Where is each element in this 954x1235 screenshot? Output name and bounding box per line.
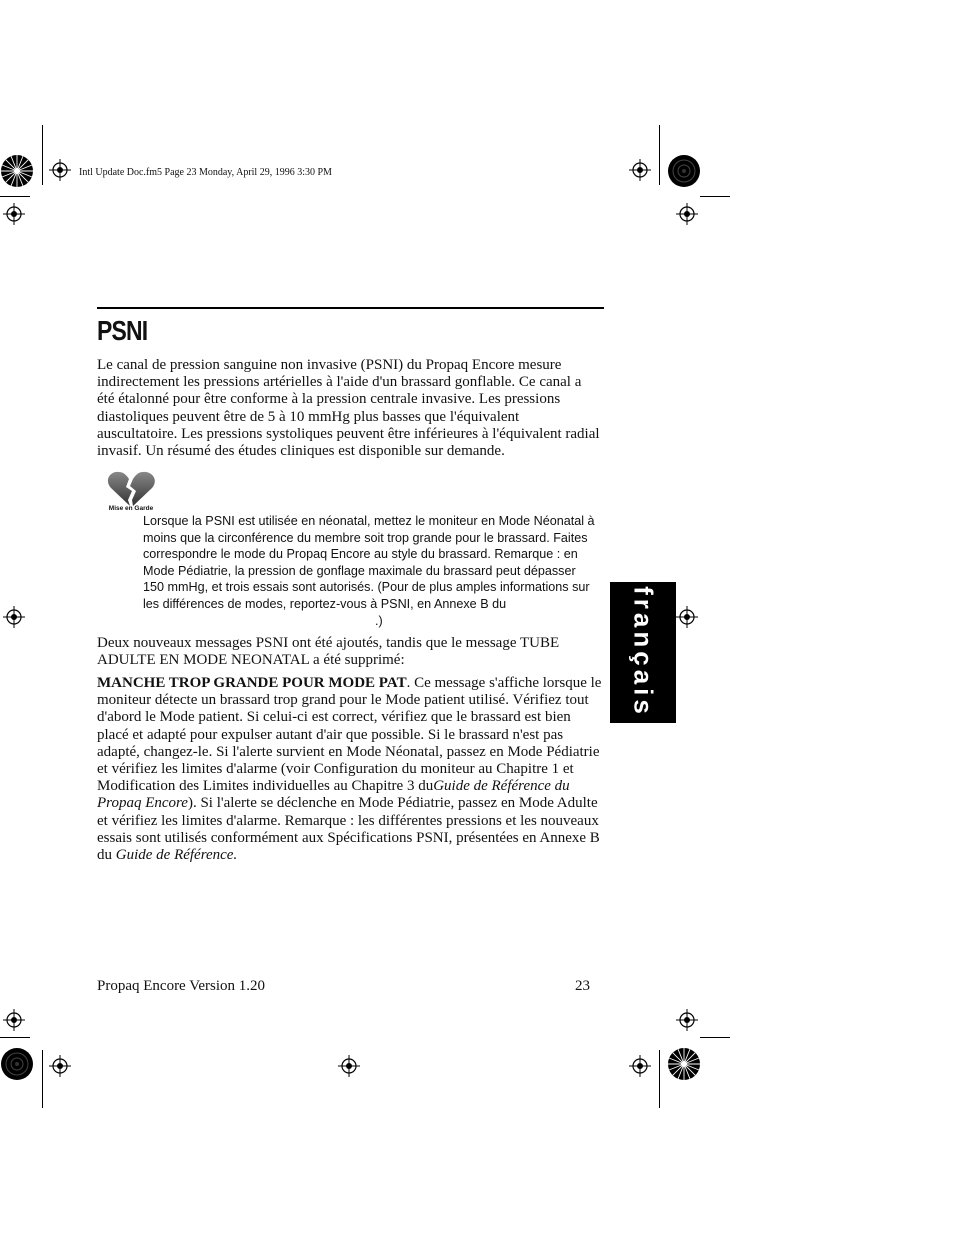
star-target-icon: [667, 1047, 701, 1081]
message-definition: [97, 675, 602, 864]
reference-guide-short: Guide de Référence.: [115, 847, 238, 864]
message-term: MANCHE TROP GRANDE POUR MODE PAT: [97, 675, 407, 691]
registration-mark-icon: [676, 1009, 698, 1031]
crop-mark: [659, 125, 660, 185]
page-number: 23: [575, 978, 590, 994]
message-body-2: ). Si l'alerte se déclenche en Mode Pédiatrie, passez en Mode Adulte et vérifiez les limites d'alarme. Remarque : les différentes pressions et les nouveaux essais sont utilisés conformément aux Spécifications PSNI, présentées en Annexe B du: [97, 795, 600, 864]
registration-mark-icon: [3, 606, 25, 628]
registration-mark-icon: [49, 159, 71, 181]
registration-mark-icon: [629, 159, 651, 181]
crop-mark: [700, 196, 730, 197]
star-target-icon: [0, 1047, 34, 1081]
registration-mark-icon: [676, 203, 698, 225]
registration-mark-icon: [629, 1055, 651, 1077]
heading-rule: [97, 307, 604, 309]
crop-mark: [659, 1050, 660, 1108]
messages-intro: Deux nouveaux messages PSNI ont été ajoutés, tandis que le message TUBE ADULTE EN MODE NEONATAL a été supprimé:: [97, 635, 560, 669]
crop-mark: [0, 196, 30, 197]
registration-mark-icon: [49, 1055, 71, 1077]
page-title: PSNI: [97, 315, 148, 346]
crop-mark: [0, 1037, 30, 1038]
star-target-icon: [0, 154, 34, 188]
intro-paragraph: Le canal de pression sanguine non invasive (PSNI) du Propaq Encore mesure indirectement les pressions artérielles à l'aide d'un brassard gonflable. Ce canal a été étalonné pour être conforme à la pression centrale invasive. Les pressions diastoliques peuvent être de 5 à 10 mmHg plus basses que l'équivalent auscultatoire. Les pressions systoliques peuvent être inférieures à l'équivalent radial invasif. Un résumé des études cliniques est disponible sur demande.: [97, 357, 600, 460]
crop-mark: [700, 1037, 730, 1038]
warning-text-end: .): [375, 613, 383, 628]
warning-label: Mise en Garde: [108, 505, 154, 512]
language-tab-label: français: [628, 586, 659, 718]
broken-heart-icon: [106, 470, 156, 510]
registration-mark-icon: [676, 606, 698, 628]
star-target-icon: [667, 154, 701, 188]
print-slug: Intl Update Doc.fm5 Page 23 Monday, April 29, 1996 3:30 PM: [79, 167, 332, 178]
crop-mark: [42, 125, 43, 185]
footer-title: Propaq Encore Version 1.20: [97, 978, 266, 994]
registration-mark-icon: [3, 1009, 25, 1031]
warning-text-main: Lorsque la PSNI est utilisée en néonatal, mettez le moniteur en Mode Néonatal à moins que la circonférence du membre soit trop grande pour le brassard. Faites correspondre le mode du Propaq Encore au style du brassard. Remarque : en Mode Pédiatrie, la pression de gonflage maximale du brassard peut dépasser 150 mmHg, et trois essais sont autorisés. (Pour de plus amples informations sur les différences de modes, reportez-vous à PSNI, en Annexe B du: [143, 514, 595, 611]
language-tab: [610, 582, 676, 723]
reference-guide-title: Guide de Référence du Propaq Encore: [97, 778, 570, 812]
registration-mark-icon: [3, 203, 25, 225]
message-body-1: . Ce message s'affiche lorsque le moniteur détecte un brassard trop grand pour le Mode patient utilisé. Vérifiez tout d'abord le Mode patient. Si celui-ci est correct, vérifiez que le brassard est bien placé et adapté pour expulser autant d'air que possible. Si le brassard n'est pas adapté, changez-le. Si l'alerte survient en Mode Néonatal, passez en Mode Pédiatrie et vérifiez les limites d'alarme (voir Configuration du moniteur au Chapitre 1 et Modification des Limites individuelles au Chapitre 3 du: [97, 675, 602, 795]
crop-mark: [42, 1050, 43, 1108]
registration-mark-icon: [338, 1055, 360, 1077]
warning-text: [143, 513, 595, 629]
